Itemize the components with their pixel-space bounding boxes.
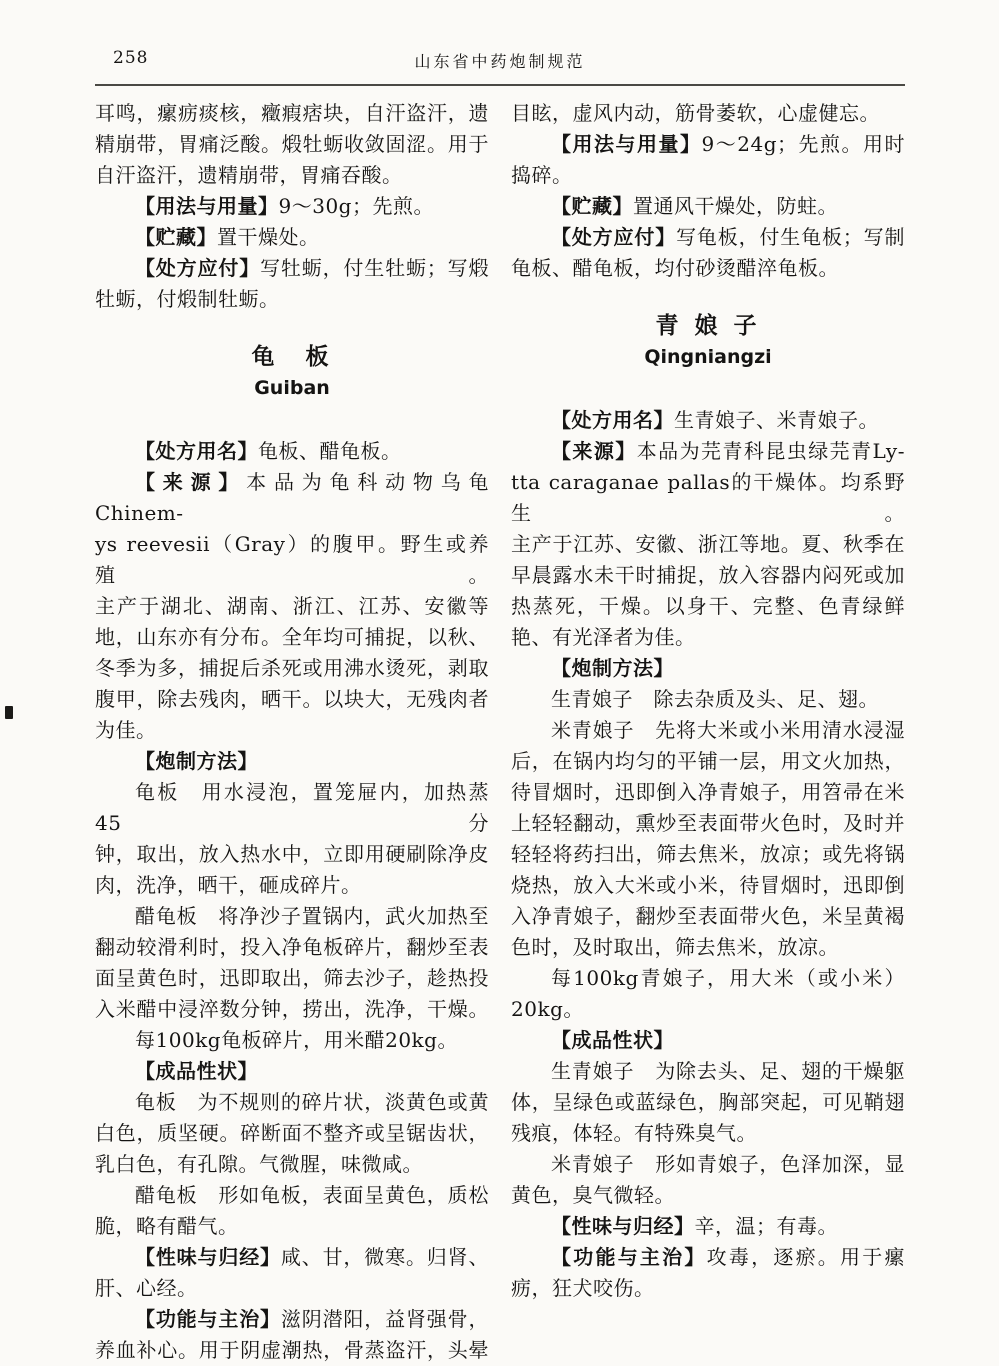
text-line: 主产于湖北、湖南、浙江、江苏、安徽等 (95, 594, 489, 618)
text-line: 醋龟板 将净沙子置锅内，武火加热至 (135, 904, 489, 928)
text-line: 20kg。 (511, 997, 584, 1021)
text-line: 【成品性状】 (135, 1059, 258, 1083)
text-line: 牡蛎，付煅制牡蛎。 (95, 287, 280, 311)
text-line: 后，在锅内均匀的平铺一层，用文火加热， (511, 749, 905, 773)
text-line: 残痕，体轻。有特殊臭气。 (511, 1121, 757, 1145)
text-line: 龟板 为不规则的碎片状，淡黄色或黄 (135, 1090, 489, 1114)
text-line: tta caraganae pallas的干燥体。均系野生。 (511, 470, 905, 525)
text-line: 面呈黄色时，迅即取出，筛去沙子，趁热投 (95, 966, 489, 990)
text-line: 【炮制方法】 (551, 656, 674, 680)
text-line: 龟板、醋龟板，均付砂烫醋淬龟板。 (511, 256, 839, 280)
text-line: 【功能与主治】攻毒，逐瘀。用于瘰 (551, 1245, 906, 1269)
text-line: 龟板 用水浸泡，置笼屉内，加热蒸45分 (95, 780, 489, 835)
text-line: ys reevesii（Gray）的腹甲。野生或养殖。 (95, 532, 489, 587)
text-line: 体，呈绿色或蓝绿色，胸部突起，可见鞘翅 (511, 1090, 905, 1114)
text-line: 疬，狂犬咬伤。 (511, 1276, 655, 1300)
text-line: 冬季为多，捕捉后杀死或用沸水烫死，剥取 (95, 656, 489, 680)
text-line: 生青娘子 为除去头、足、翅的干燥躯 (551, 1059, 905, 1083)
text-line: 【性味与归经】辛，温；有毒。 (551, 1214, 838, 1238)
text-line: 为佳。 (95, 718, 157, 742)
text-line: 自汗盗汗，遗精崩带，胃痛吞酸。 (95, 163, 403, 187)
text-line: 乳白色，有孔隙。气微腥，味微咸。 (95, 1152, 423, 1176)
text-line: 生青娘子 除去杂质及头、足、翅。 (551, 687, 879, 711)
text-line: 轻轻将药扫出，筛去焦米，放凉；或先将锅 (511, 842, 905, 866)
text-line: 【来源】本品为龟科动物乌龟Chinem- (95, 470, 490, 525)
text-line: 钟，取出，放入热水中，立即用硬刷除净皮 (95, 842, 489, 866)
text-line: 耳鸣，瘰疬痰核，癥瘕痞块，自汗盗汗，遗 (95, 101, 489, 125)
text-line: 色时，及时取出，筛去焦米，放凉。 (511, 935, 839, 959)
two-column-body (95, 98, 905, 1366)
text-line: 捣碎。 (511, 163, 573, 187)
text-line: 地，山东亦有分布。全年均可捕捉，以秋、 (95, 625, 489, 649)
running-title: 山东省中药炮制规范 (414, 52, 586, 71)
text-line: 【处方应付】写牡蛎，付生牡蛎；写煅 (135, 256, 489, 280)
text-line: 【功能与主治】滋阴潜阳，益肾强骨， (135, 1307, 489, 1331)
drug-title-cn: 龟 板 (251, 343, 333, 370)
text-line: 上轻轻翻动，熏炒至表面带火色时，及时并 (511, 811, 905, 835)
text-line: 腹甲，除去残肉，晒干。以块大，无残肉者 (95, 687, 489, 711)
text-line: 主产于江苏、安徽、浙江等地。夏、秋季在 (511, 532, 905, 556)
ink-smudge-artifact (5, 706, 13, 719)
text-line: 入净青娘子，翻炒至表面带火色，米呈黄褐 (511, 904, 905, 928)
text-line: 入米醋中浸淬数分钟，捞出，洗净，干燥。 (95, 997, 489, 1021)
text-line: 肝、心经。 (95, 1276, 198, 1300)
text-line: 黄色，臭气微轻。 (511, 1183, 675, 1207)
text-line: 脆，略有醋气。 (95, 1214, 239, 1238)
text-line: 待冒烟时，迅即倒入净青娘子，用笤帚在米 (511, 780, 905, 804)
text-line: 【处方用名】生青娘子、米青娘子。 (551, 408, 879, 432)
header-rule (95, 84, 905, 86)
text-line: 【炮制方法】 (135, 749, 258, 773)
text-line: 精崩带，胃痛泛酸。煅牡蛎收敛固涩。用于 (95, 132, 489, 156)
text-line: 烧热，放入大米或小米，待冒烟时，迅即倒 (511, 873, 905, 897)
text-line: 目眩，虚风内动，筋骨萎软，心虚健忘。 (511, 101, 880, 125)
text-line: 【贮藏】置干燥处。 (135, 225, 320, 249)
text-line: 【来源】本品为芫青科昆虫绿芫青Ly- (551, 439, 905, 463)
text-line: 每100kg龟板碎片，用米醋20kg。 (135, 1028, 458, 1052)
page-header (95, 46, 905, 74)
text-line: 艳、有光泽者为佳。 (511, 625, 696, 649)
text-line: 米青娘子 先将大米或小米用清水浸湿 (551, 718, 905, 742)
text-line: 【用法与用量】9～30g；先煎。 (135, 194, 434, 218)
text-line: 【性味与归经】咸、甘，微寒。归肾、 (135, 1245, 489, 1269)
text-line: 养血补心。用于阴虚潮热，骨蒸盗汗，头晕 (95, 1338, 489, 1362)
text-line: 【处方应付】写龟板，付生龟板；写制 (551, 225, 905, 249)
text-line: 【贮藏】置通风干燥处，防蛀。 (551, 194, 838, 218)
text-line: 早晨露水未干时捕捉，放入容器内闷死或加 (511, 563, 905, 587)
text-line: 醋龟板 形如龟板，表面呈黄色，质松 (135, 1183, 489, 1207)
text-line: 热蒸死，干燥。以身干、完整、色青绿鲜 (511, 594, 905, 618)
text-line: 【成品性状】 (551, 1028, 674, 1052)
text-line: 每100kg青娘子，用大米（或小米） (551, 966, 905, 990)
text-line: 米青娘子 形如青娘子，色泽加深，显 (551, 1152, 905, 1176)
text-line: 翻动较滑利时，投入净龟板碎片，翻炒至表 (95, 935, 489, 959)
drug-title-pinyin: Guiban (254, 377, 330, 399)
text-line: 白色，质坚硬。碎断面不整齐或呈锯齿状， (95, 1121, 489, 1145)
text-line: 【用法与用量】9～24g；先煎。用时 (551, 132, 905, 156)
right-column (511, 98, 905, 1366)
text-line: 【处方用名】龟板、醋龟板。 (135, 439, 402, 463)
left-column (95, 98, 489, 1366)
drug-title-cn: 青 娘 子 (655, 312, 761, 339)
drug-title-pinyin: Qingniangzi (644, 346, 772, 368)
page-number: 258 (113, 48, 149, 68)
text-line: 肉，洗净，晒干，砸成碎片。 (95, 873, 362, 897)
